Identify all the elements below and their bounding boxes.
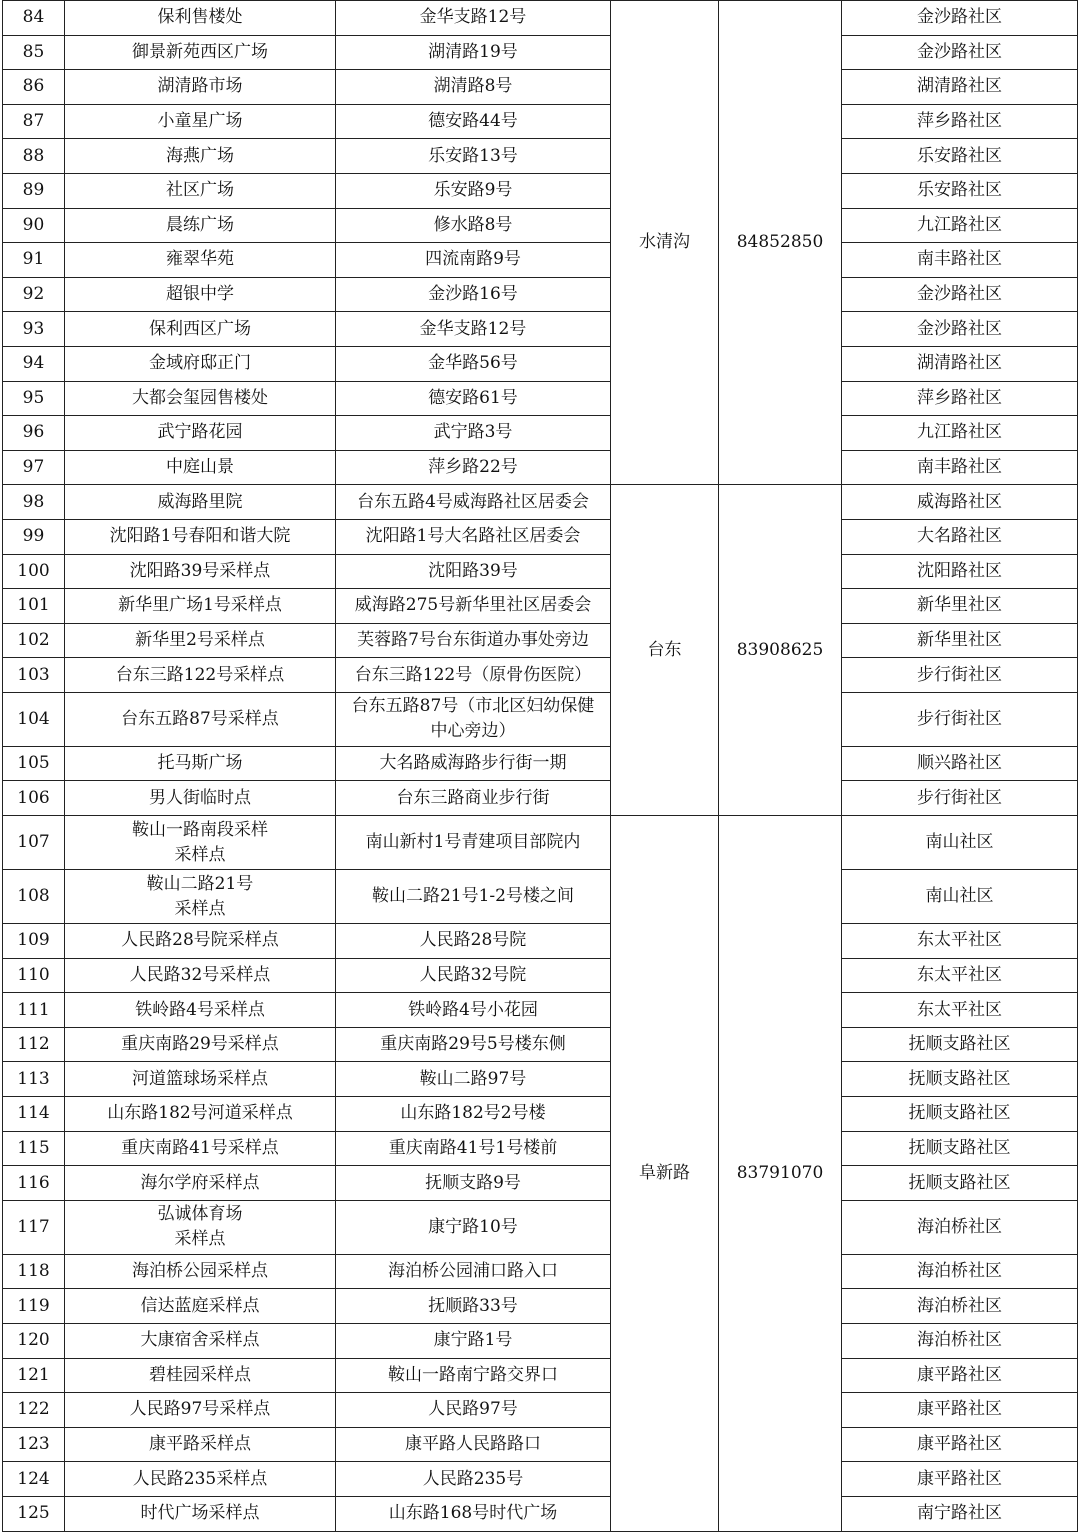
table-row (3, 924, 1078, 959)
community-name: 乐安路社区 (842, 173, 1078, 208)
site-address: 芙蓉路7号台东街道办事处旁边 (336, 623, 611, 658)
table-row (3, 658, 1078, 693)
site-address: 德安路61号 (336, 381, 611, 416)
community-name: 九江路社区 (842, 208, 1078, 243)
site-name: 鞍山二路21号 采样点 (65, 870, 336, 924)
row-number: 114 (3, 1097, 65, 1132)
community-name: 东太平社区 (842, 924, 1078, 959)
table-row (3, 958, 1078, 993)
table-row (3, 139, 1078, 174)
site-address: 鞍山二路97号 (336, 1062, 611, 1097)
table-row (3, 208, 1078, 243)
table-row (3, 1324, 1078, 1359)
community-name: 抚顺支路社区 (842, 1097, 1078, 1132)
site-address: 鞍山二路21号1-2号楼之间 (336, 870, 611, 924)
table-row (3, 1496, 1078, 1531)
community-name: 康平路社区 (842, 1427, 1078, 1462)
community-name: 南丰路社区 (842, 450, 1078, 485)
row-number: 123 (3, 1427, 65, 1462)
site-name: 超银中学 (65, 277, 336, 312)
table-row (3, 1097, 1078, 1132)
street-name: 水清沟 (611, 1, 719, 485)
site-address: 德安路44号 (336, 104, 611, 139)
row-number: 107 (3, 816, 65, 870)
community-name: 东太平社区 (842, 958, 1078, 993)
site-name: 信达蓝庭采样点 (65, 1289, 336, 1324)
row-number: 100 (3, 554, 65, 589)
row-number: 120 (3, 1324, 65, 1359)
site-name: 保利西区广场 (65, 312, 336, 347)
site-address: 台东五路4号威海路社区居委会 (336, 485, 611, 520)
table-row (3, 589, 1078, 624)
table-row (3, 1200, 1078, 1254)
row-number: 94 (3, 346, 65, 381)
table-row (3, 381, 1078, 416)
site-address: 乐安路13号 (336, 139, 611, 174)
community-name: 步行街社区 (842, 658, 1078, 693)
site-address: 威海路275号新华里社区居委会 (336, 589, 611, 624)
site-address: 乐安路9号 (336, 173, 611, 208)
row-number: 115 (3, 1131, 65, 1166)
site-address: 台东三路122号（原骨伤医院） (336, 658, 611, 693)
site-address: 抚顺路33号 (336, 1289, 611, 1324)
site-name: 人民路32号采样点 (65, 958, 336, 993)
table-row (3, 1062, 1078, 1097)
table-row (3, 173, 1078, 208)
site-name: 湖清路市场 (65, 70, 336, 105)
table-row (3, 554, 1078, 589)
site-address: 湖清路19号 (336, 35, 611, 70)
table-row (3, 450, 1078, 485)
site-address: 沈阳路1号大名路社区居委会 (336, 519, 611, 554)
site-name: 武宁路花园 (65, 416, 336, 451)
table-row (3, 519, 1078, 554)
contact-phone: 83908625 (719, 485, 842, 816)
table-row (3, 1166, 1078, 1201)
community-name: 步行街社区 (842, 781, 1078, 816)
community-name: 南山社区 (842, 870, 1078, 924)
site-address: 修水路8号 (336, 208, 611, 243)
site-address: 金华路56号 (336, 346, 611, 381)
site-address: 台东五路87号（市北区妇幼保健 中心旁边） (336, 692, 611, 746)
row-number: 108 (3, 870, 65, 924)
row-number: 95 (3, 381, 65, 416)
row-number: 125 (3, 1496, 65, 1531)
site-address: 四流南路9号 (336, 243, 611, 278)
site-address: 重庆南路29号5号楼东侧 (336, 1027, 611, 1062)
table-row (3, 816, 1078, 870)
site-address: 台东三路商业步行街 (336, 781, 611, 816)
site-name: 人民路28号院采样点 (65, 924, 336, 959)
community-name: 乐安路社区 (842, 139, 1078, 174)
row-number: 99 (3, 519, 65, 554)
site-name: 重庆南路29号采样点 (65, 1027, 336, 1062)
table-row (3, 277, 1078, 312)
row-number: 97 (3, 450, 65, 485)
site-address: 重庆南路41号1号楼前 (336, 1131, 611, 1166)
street-name: 阜新路 (611, 816, 719, 1532)
site-address: 南山新村1号青建项目部院内 (336, 816, 611, 870)
site-name: 弘诚体育场 采样点 (65, 1200, 336, 1254)
community-name: 沈阳路社区 (842, 554, 1078, 589)
community-name: 湖清路社区 (842, 346, 1078, 381)
site-address: 山东路168号时代广场 (336, 1496, 611, 1531)
site-name: 威海路里院 (65, 485, 336, 520)
table-row (3, 746, 1078, 781)
site-address: 康平路人民路路口 (336, 1427, 611, 1462)
community-name: 萍乡路社区 (842, 104, 1078, 139)
table-row (3, 70, 1078, 105)
site-name: 康平路采样点 (65, 1427, 336, 1462)
table-row (3, 243, 1078, 278)
site-name: 沈阳路39号采样点 (65, 554, 336, 589)
community-name: 康平路社区 (842, 1393, 1078, 1428)
site-address: 金华支路12号 (336, 1, 611, 36)
site-address: 武宁路3号 (336, 416, 611, 451)
site-address: 人民路235号 (336, 1462, 611, 1497)
site-name: 晨练广场 (65, 208, 336, 243)
community-name: 抚顺支路社区 (842, 1027, 1078, 1062)
row-number: 117 (3, 1200, 65, 1254)
site-name: 新华里广场1号采样点 (65, 589, 336, 624)
community-name: 南山社区 (842, 816, 1078, 870)
row-number: 96 (3, 416, 65, 451)
community-name: 海泊桥社区 (842, 1254, 1078, 1289)
site-name: 河道篮球场采样点 (65, 1062, 336, 1097)
site-name: 男人街临时点 (65, 781, 336, 816)
table-row (3, 1131, 1078, 1166)
community-name: 金沙路社区 (842, 277, 1078, 312)
table-row (3, 1289, 1078, 1324)
row-number: 88 (3, 139, 65, 174)
site-name: 时代广场采样点 (65, 1496, 336, 1531)
row-number: 92 (3, 277, 65, 312)
site-address: 海泊桥公园浦口路入口 (336, 1254, 611, 1289)
community-name: 九江路社区 (842, 416, 1078, 451)
site-name: 托马斯广场 (65, 746, 336, 781)
site-name: 社区广场 (65, 173, 336, 208)
community-name: 新华里社区 (842, 589, 1078, 624)
community-name: 顺兴路社区 (842, 746, 1078, 781)
table-row (3, 870, 1078, 924)
table-row (3, 1427, 1078, 1462)
community-name: 南丰路社区 (842, 243, 1078, 278)
site-name: 海泊桥公园采样点 (65, 1254, 336, 1289)
site-name: 雍翠华苑 (65, 243, 336, 278)
site-address: 人民路28号院 (336, 924, 611, 959)
table-row (3, 1027, 1078, 1062)
site-name: 鞍山一路南段采样 采样点 (65, 816, 336, 870)
site-address: 人民路32号院 (336, 958, 611, 993)
site-name: 人民路97号采样点 (65, 1393, 336, 1428)
row-number: 85 (3, 35, 65, 70)
site-address: 铁岭路4号小花园 (336, 993, 611, 1028)
row-number: 106 (3, 781, 65, 816)
table-row (3, 692, 1078, 746)
site-address: 山东路182号2号楼 (336, 1097, 611, 1132)
community-name: 抚顺支路社区 (842, 1062, 1078, 1097)
table-row (3, 623, 1078, 658)
table-row (3, 416, 1078, 451)
site-address: 萍乡路22号 (336, 450, 611, 485)
row-number: 111 (3, 993, 65, 1028)
site-name: 海燕广场 (65, 139, 336, 174)
row-number: 109 (3, 924, 65, 959)
community-name: 康平路社区 (842, 1462, 1078, 1497)
table-row (3, 312, 1078, 347)
community-name: 东太平社区 (842, 993, 1078, 1028)
row-number: 104 (3, 692, 65, 746)
table-row (3, 781, 1078, 816)
table-row (3, 1358, 1078, 1393)
community-name: 金沙路社区 (842, 35, 1078, 70)
site-name: 大康宿舍采样点 (65, 1324, 336, 1359)
row-number: 105 (3, 746, 65, 781)
row-number: 91 (3, 243, 65, 278)
site-name: 中庭山景 (65, 450, 336, 485)
row-number: 113 (3, 1062, 65, 1097)
row-number: 119 (3, 1289, 65, 1324)
site-address: 大名路威海路步行街一期 (336, 746, 611, 781)
community-name: 康平路社区 (842, 1358, 1078, 1393)
site-name: 御景新苑西区广场 (65, 35, 336, 70)
community-name: 金沙路社区 (842, 1, 1078, 36)
site-name: 金域府邸正门 (65, 346, 336, 381)
row-number: 90 (3, 208, 65, 243)
community-name: 海泊桥社区 (842, 1200, 1078, 1254)
community-name: 抚顺支路社区 (842, 1131, 1078, 1166)
community-name: 步行街社区 (842, 692, 1078, 746)
site-name: 新华里2号采样点 (65, 623, 336, 658)
street-name: 台东 (611, 485, 719, 816)
row-number: 112 (3, 1027, 65, 1062)
table-row (3, 104, 1078, 139)
row-number: 118 (3, 1254, 65, 1289)
table-row (3, 1393, 1078, 1428)
site-name: 人民路235采样点 (65, 1462, 336, 1497)
site-name: 保利售楼处 (65, 1, 336, 36)
community-name: 萍乡路社区 (842, 381, 1078, 416)
table-row (3, 346, 1078, 381)
site-name: 大都会玺园售楼处 (65, 381, 336, 416)
table-row (3, 35, 1078, 70)
community-name: 大名路社区 (842, 519, 1078, 554)
site-name: 铁岭路4号采样点 (65, 993, 336, 1028)
row-number: 98 (3, 485, 65, 520)
row-number: 103 (3, 658, 65, 693)
community-name: 海泊桥社区 (842, 1289, 1078, 1324)
site-name: 碧桂园采样点 (65, 1358, 336, 1393)
row-number: 124 (3, 1462, 65, 1497)
site-name: 沈阳路1号春阳和谐大院 (65, 519, 336, 554)
row-number: 86 (3, 70, 65, 105)
sampling-sites-table (2, 0, 1078, 1532)
row-number: 116 (3, 1166, 65, 1201)
community-name: 金沙路社区 (842, 312, 1078, 347)
row-number: 102 (3, 623, 65, 658)
site-address: 人民路97号 (336, 1393, 611, 1428)
table-row (3, 1, 1078, 36)
table-row (3, 1462, 1078, 1497)
table-row (3, 485, 1078, 520)
row-number: 87 (3, 104, 65, 139)
table-row (3, 993, 1078, 1028)
row-number: 84 (3, 1, 65, 36)
community-name: 海泊桥社区 (842, 1324, 1078, 1359)
contact-phone: 83791070 (719, 816, 842, 1532)
site-address: 康宁路1号 (336, 1324, 611, 1359)
community-name: 新华里社区 (842, 623, 1078, 658)
site-name: 台东三路122号采样点 (65, 658, 336, 693)
site-address: 金华支路12号 (336, 312, 611, 347)
row-number: 122 (3, 1393, 65, 1428)
row-number: 121 (3, 1358, 65, 1393)
site-name: 山东路182号河道采样点 (65, 1097, 336, 1132)
site-name: 海尔学府采样点 (65, 1166, 336, 1201)
site-address: 鞍山一路南宁路交界口 (336, 1358, 611, 1393)
site-address: 康宁路10号 (336, 1200, 611, 1254)
contact-phone: 84852850 (719, 1, 842, 485)
community-name: 南宁路社区 (842, 1496, 1078, 1531)
row-number: 93 (3, 312, 65, 347)
row-number: 110 (3, 958, 65, 993)
table-row (3, 1254, 1078, 1289)
row-number: 101 (3, 589, 65, 624)
community-name: 威海路社区 (842, 485, 1078, 520)
site-address: 金沙路16号 (336, 277, 611, 312)
site-address: 湖清路8号 (336, 70, 611, 105)
community-name: 抚顺支路社区 (842, 1166, 1078, 1201)
site-address: 抚顺支路9号 (336, 1166, 611, 1201)
site-address: 沈阳路39号 (336, 554, 611, 589)
site-name: 台东五路87号采样点 (65, 692, 336, 746)
site-name: 重庆南路41号采样点 (65, 1131, 336, 1166)
community-name: 湖清路社区 (842, 70, 1078, 105)
row-number: 89 (3, 173, 65, 208)
site-name: 小童星广场 (65, 104, 336, 139)
